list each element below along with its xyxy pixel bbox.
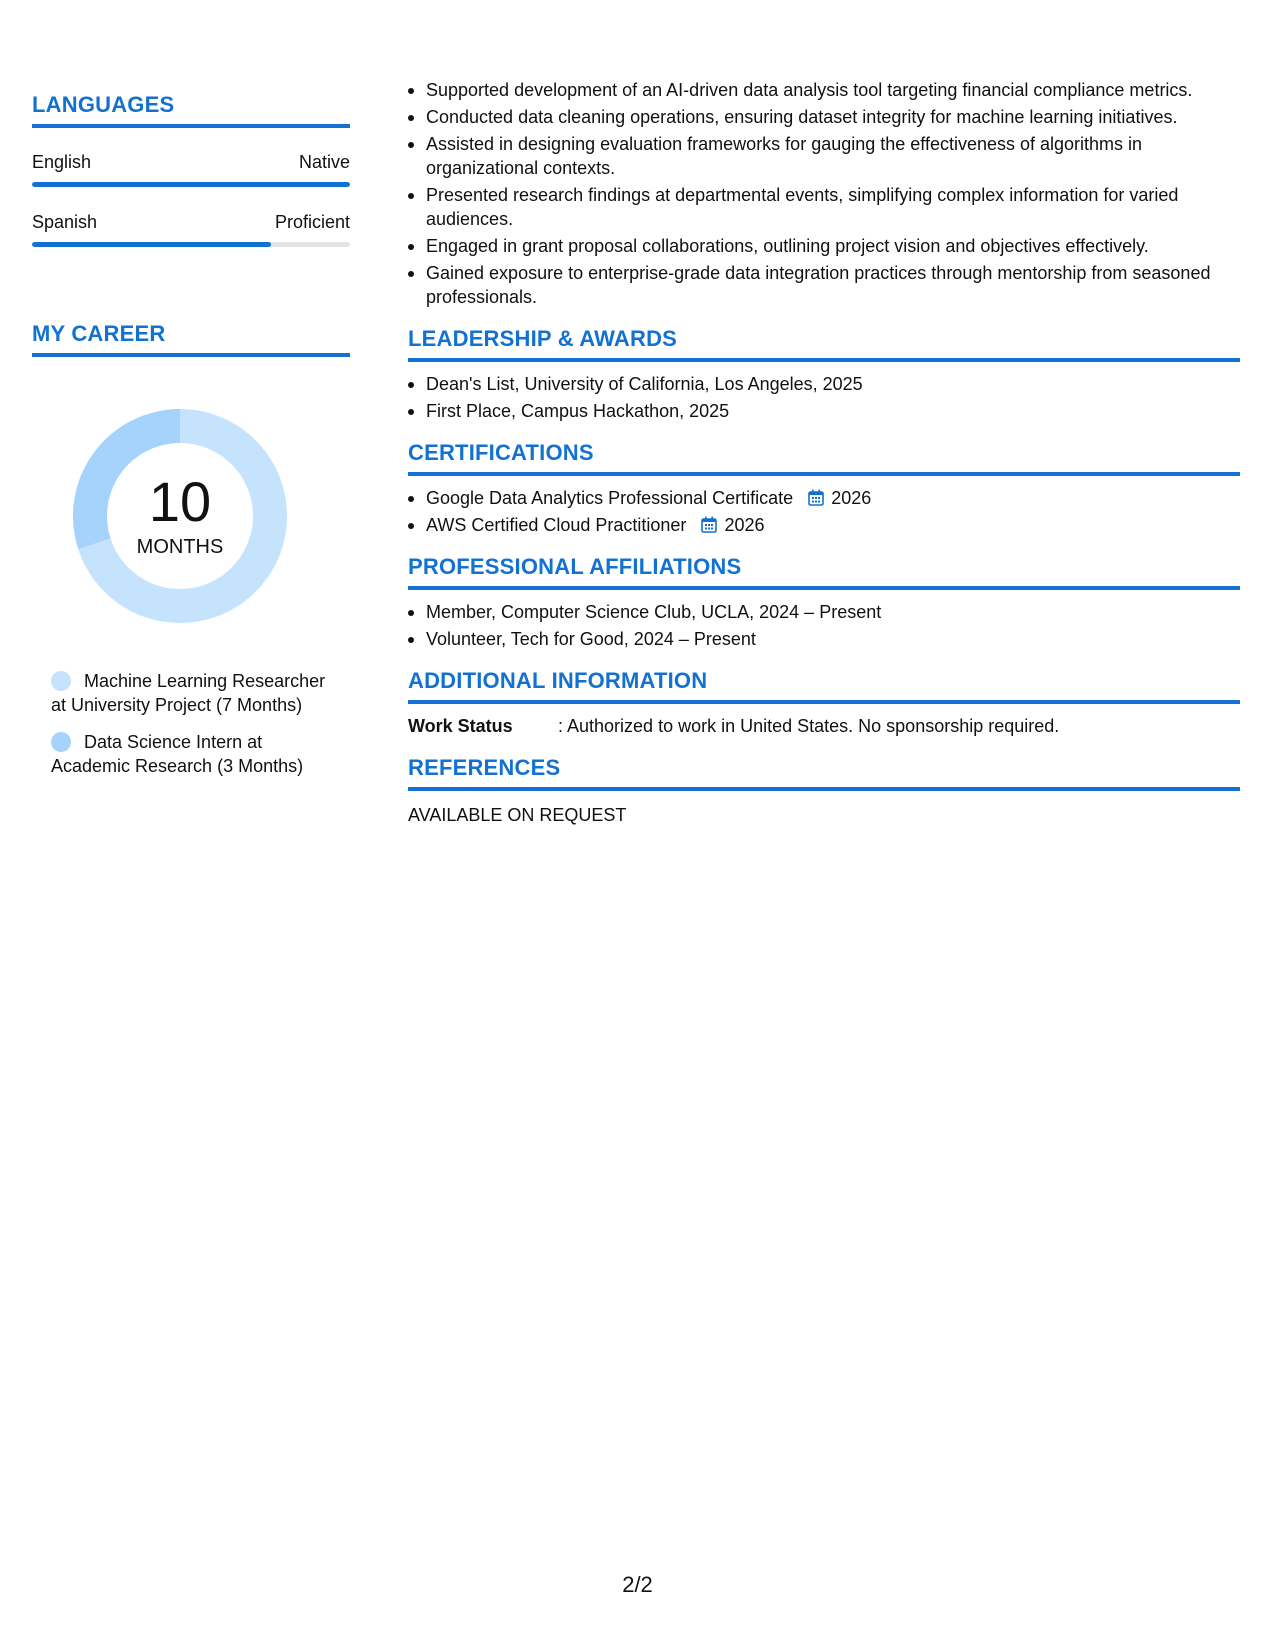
legend-label: Machine Learning Researcher at University Project (7 Months) bbox=[51, 671, 326, 715]
list-item: Supported development of an AI-driven data analysis tool targeting financial compliance metrics. bbox=[408, 78, 1240, 102]
certification-year: 2026 bbox=[831, 488, 872, 508]
career-legend bbox=[51, 669, 331, 778]
language-level: Proficient bbox=[274, 212, 350, 232]
list-item: Engaged in grant proposal collaborations, outlining project vision and objectives effectively. bbox=[408, 234, 1240, 258]
certifications-title: CERTIFICATIONS bbox=[408, 440, 1240, 476]
page-number: 2/2 bbox=[622, 1572, 653, 1597]
work-status-label: Work Status bbox=[408, 716, 513, 736]
language-name: Spanish bbox=[32, 212, 98, 232]
language-bar bbox=[32, 182, 350, 187]
work-status-row bbox=[408, 714, 1240, 738]
legend-item bbox=[51, 669, 331, 717]
language-name: English bbox=[32, 152, 92, 172]
list-item bbox=[408, 513, 1240, 537]
list-item: Presented research findings at departmental events, simplifying complex information for varied audiences. bbox=[408, 183, 1240, 231]
references-section bbox=[408, 755, 1240, 827]
certification-year: 2026 bbox=[724, 515, 765, 535]
language-bar-fill bbox=[32, 182, 350, 187]
list-item: Conducted data cleaning operations, ensuring dataset integrity for machine learning initiatives. bbox=[408, 105, 1240, 129]
main-content bbox=[408, 78, 1240, 827]
legend-swatch bbox=[51, 671, 71, 691]
affiliations-section bbox=[408, 554, 1240, 651]
sidebar bbox=[32, 92, 350, 778]
language-bar-fill bbox=[32, 242, 271, 247]
leadership-title: LEADERSHIP & AWARDS bbox=[408, 326, 1240, 362]
experience-bullets bbox=[408, 78, 1240, 309]
list-item: Dean's List, University of California, Los Angeles, 2025 bbox=[408, 372, 1240, 396]
calendar-icon bbox=[808, 489, 824, 506]
legend-label: Data Science Intern at Academic Research (3 Months) bbox=[51, 732, 304, 776]
legend-item bbox=[51, 730, 331, 778]
career-donut-chart bbox=[65, 401, 295, 631]
career-section bbox=[32, 321, 350, 778]
donut-center bbox=[65, 401, 295, 631]
list-item: Member, Computer Science Club, UCLA, 2024 – Present bbox=[408, 600, 1240, 624]
career-total-value: 10 bbox=[148, 469, 212, 533]
additional-info-section bbox=[408, 668, 1240, 738]
calendar-icon bbox=[701, 516, 717, 533]
affiliations-title: PROFESSIONAL AFFILIATIONS bbox=[408, 554, 1240, 590]
language-item bbox=[32, 152, 350, 187]
legend-swatch bbox=[51, 732, 71, 752]
list-item: Volunteer, Tech for Good, 2024 – Present bbox=[408, 627, 1240, 651]
certifications-section bbox=[408, 440, 1240, 537]
language-level: Native bbox=[298, 152, 350, 172]
career-title: MY CAREER bbox=[32, 321, 350, 357]
additional-info-title: ADDITIONAL INFORMATION bbox=[408, 668, 1240, 704]
list-item: First Place, Campus Hackathon, 2025 bbox=[408, 399, 1240, 423]
language-bar bbox=[32, 242, 350, 247]
list-item: Gained exposure to enterprise-grade data integration practices through mentorship from seasoned professionals. bbox=[408, 261, 1240, 309]
list-item bbox=[408, 486, 1240, 510]
list-item: Assisted in designing evaluation frameworks for gauging the effectiveness of algorithms in organizational contexts. bbox=[408, 132, 1240, 180]
references-title: REFERENCES bbox=[408, 755, 1240, 791]
leadership-section bbox=[408, 326, 1240, 423]
certification-name: Google Data Analytics Professional Certificate bbox=[426, 488, 794, 508]
languages-title: LANGUAGES bbox=[32, 92, 350, 128]
work-status-value: : Authorized to work in United States. No sponsorship required. bbox=[558, 716, 1060, 736]
certification-name: AWS Certified Cloud Practitioner bbox=[426, 515, 687, 535]
language-item bbox=[32, 212, 350, 247]
references-text: AVAILABLE ON REQUEST bbox=[408, 805, 627, 825]
languages-section bbox=[32, 92, 350, 247]
career-total-unit: MONTHS bbox=[136, 535, 224, 558]
